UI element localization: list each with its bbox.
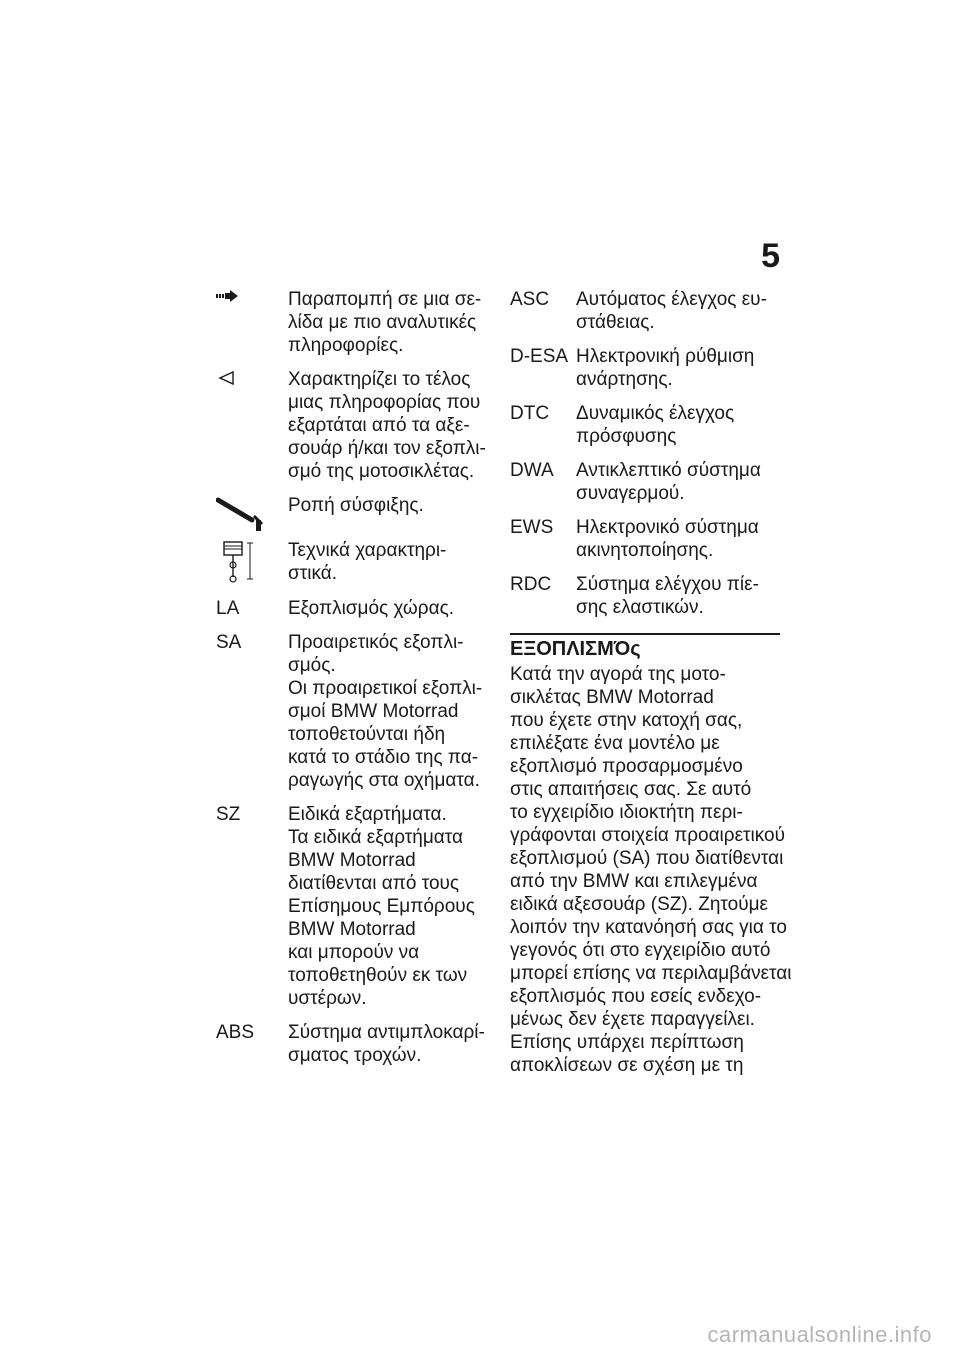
symbols-legend-right <box>510 288 792 1077</box>
abbreviation-label: ASC <box>510 289 550 310</box>
abbreviation-label: LA <box>216 598 240 619</box>
paragraph-line: γεγονός ότι στο εγχειρίδιο αυτό <box>510 940 771 961</box>
abbreviation-label: DTC <box>510 403 550 424</box>
paragraph-line: γράφονται στοιχεία προαιρετικού <box>510 825 785 846</box>
reference-arrow-icon <box>216 288 284 304</box>
legend-entry-rdc <box>510 573 780 619</box>
legend-entry-asc <box>510 288 780 334</box>
paragraph-line: αποκλίσεων σε σχέση με τη <box>510 1055 744 1076</box>
entry-text-line: ακινητοποίησης. <box>576 540 714 561</box>
abbreviation-label: ABS <box>216 1022 255 1043</box>
legend-entry-abs <box>216 1021 485 1067</box>
technical-data-icon <box>216 539 284 587</box>
entry-text-line: σης ελαστικών. <box>576 597 704 618</box>
entry-text-line: συναγερμού. <box>576 483 685 504</box>
paragraph-line: ειδικά αξεσουάρ (SZ). Ζητούμε <box>510 894 769 915</box>
entry-text-line: μιας πληροφορίας που <box>288 392 481 413</box>
legend-entry-sa <box>216 631 483 792</box>
entry-text-line: υστέρων. <box>288 988 367 1009</box>
paragraph-line: Επίσης υπάρχει περίπτωση <box>510 1032 744 1053</box>
entry-text-line: σμός. <box>288 655 336 676</box>
entry-text-line: κατά το στάδιο της πα- <box>288 747 479 768</box>
paragraph-line: μπορεί επίσης να περιλαμβάνεται <box>510 963 792 984</box>
legend-entry-torque <box>216 494 478 517</box>
entry-text-line: και μπορούν να <box>288 942 420 963</box>
entry-text-line: Αντικλεπτικό σύστημα <box>576 460 761 481</box>
entry-text-line: Ηλεκτρονικό σύστημα <box>576 517 759 538</box>
abbreviation-label: SA <box>216 632 242 653</box>
paragraph-line: λοιπόν την κατανόησή σας για το <box>510 917 787 938</box>
end-triangle-icon <box>216 368 284 388</box>
legend-entry-dwa <box>510 459 780 505</box>
entry-text-line: σουάρ ή/και τον εξοπλι- <box>288 438 486 459</box>
abbreviation-label: RDC <box>510 574 552 595</box>
paragraph-line: εξοπλισμό προσαρμοσμένο <box>510 756 743 777</box>
entry-text-line: εξαρτάται από τα αξε- <box>288 415 470 436</box>
entry-text-line: Επίσημους Εμπόρους <box>288 896 475 917</box>
entry-text-line: διατίθενται από τους <box>288 873 460 894</box>
equipment-paragraph <box>510 663 792 1077</box>
entry-text-line: πληροφορίες. <box>288 335 404 356</box>
abbreviation-label: EWS <box>510 517 554 538</box>
entry-text-line: Αυτόματος έλεγχος ευ- <box>576 289 767 310</box>
entry-text-line: Σύστημα ελέγχου πίε- <box>576 574 759 595</box>
symbols-legend-left <box>216 288 486 1078</box>
paragraph-line: στις απαιτήσεις σας. Σε αυτό <box>510 779 752 800</box>
legend-entry-dtc <box>510 402 780 448</box>
page-number: 5 <box>761 237 780 275</box>
torque-wrench-icon <box>216 494 284 532</box>
entry-text-line: σματος τροχών. <box>288 1045 422 1066</box>
paragraph-line: από την BMW και επιλεγμένα <box>510 871 758 892</box>
paragraph-line: επιλέξατε ένα μοντέλο με <box>510 733 720 754</box>
entry-text-line: Προαιρετικός εξοπλι- <box>288 632 464 653</box>
legend-entry-technical-data <box>216 539 478 585</box>
paragraph-line: σικλέτας BMW Motorrad <box>510 687 714 708</box>
entry-text-line: BMW Motorrad <box>288 850 416 871</box>
section-divider <box>510 633 780 635</box>
entry-text-line: στικά. <box>288 563 337 584</box>
paragraph-line: Κατά την αγορά της μοτο- <box>510 664 726 685</box>
entry-text-line: Εξοπλισμός χώρας. <box>288 598 454 619</box>
entry-text-line: Τα ειδικά εξαρτήματα <box>288 827 464 848</box>
entry-text-line: Παραπομπή σε μια σε- <box>288 289 482 310</box>
entry-text-line: Ροπή σύσφιξης. <box>288 495 424 516</box>
legend-entry-ews <box>510 516 780 562</box>
watermark: carmanualsonline.info <box>707 1322 932 1347</box>
entry-text-line: σμό της μοτοσικλέτας. <box>288 461 475 482</box>
legend-entry-d-esa <box>510 345 780 391</box>
entry-text-line: στάθειας. <box>576 312 655 333</box>
entry-text-line: Τεχνικά χαρακτηρι- <box>288 540 447 561</box>
legend-entry-end-marker <box>216 368 486 483</box>
entry-text-line: Οι προαιρετικοί εξοπλι- <box>288 678 483 699</box>
entry-text-line: λίδα με πιο αναλυτικές <box>288 312 477 333</box>
entry-text-line: ραγωγής στα οχήματα. <box>288 770 480 791</box>
paragraph-line: εξοπλισμός που εσείς ενδεχο- <box>510 986 762 1007</box>
abbreviation-label: D-ESA <box>510 346 569 367</box>
entry-text-line: Σύστημα αντιμπλοκαρί- <box>288 1022 485 1043</box>
section-heading: ΕΞΟΠΛΙΣΜΌς <box>510 638 641 660</box>
legend-entry-la <box>216 597 478 620</box>
entry-text-line: Δυναμικός έλεγχος <box>576 403 735 424</box>
paragraph-line: εξοπλισμού (SA) που διατίθενται <box>510 848 784 869</box>
abbreviation-label: SZ <box>216 804 241 825</box>
legend-entry-reference <box>216 288 482 357</box>
abbreviation-label: DWA <box>510 460 554 481</box>
entry-text-line: ανάρτησης. <box>576 369 673 390</box>
entry-text-line: σμοί BMW Motorrad <box>288 701 459 722</box>
entry-text-line: τοποθετούνται ήδη <box>288 724 446 745</box>
paragraph-line: μένως δεν έχετε παραγγείλει. <box>510 1009 755 1030</box>
entry-text-line: τοποθετηθούν εκ των <box>288 965 468 986</box>
entry-text-line: Χαρακτηρίζει το τέλος <box>288 369 471 390</box>
entry-text-line: Ηλεκτρονική ρύθμιση <box>576 346 755 367</box>
entry-text-line: πρόσφυσης <box>576 426 677 447</box>
entry-text-line: BMW Motorrad <box>288 919 416 940</box>
legend-entry-sz <box>216 803 478 1010</box>
paragraph-line: που έχετε στην κατοχή σας, <box>510 710 743 731</box>
paragraph-line: το εγχειρίδιο ιδιοκτήτη περι- <box>510 802 743 823</box>
entry-text-line: Ειδικά εξαρτήματα. <box>288 804 447 825</box>
